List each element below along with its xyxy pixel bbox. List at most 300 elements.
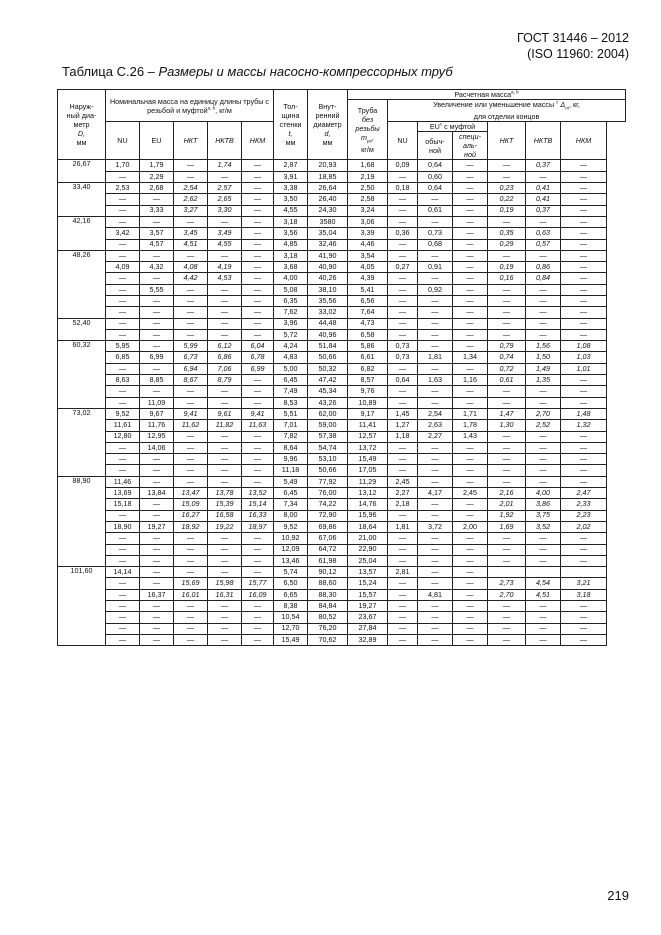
table-cell: — [488, 284, 526, 295]
table-cell: — [388, 307, 418, 318]
table-row [58, 442, 626, 453]
table-cell: — [453, 250, 488, 261]
table-cell: — [174, 250, 208, 261]
table-cell: — [174, 555, 208, 566]
table-cell: — [174, 296, 208, 307]
table-cell: — [418, 329, 453, 340]
table-cell: 3,57 [140, 228, 174, 239]
table-cell: 5,51 [274, 408, 308, 419]
table-cell: 4,85 [274, 239, 308, 250]
table-cell: 2,33 [561, 499, 607, 510]
table-cell: — [242, 375, 274, 386]
table-cell: — [453, 578, 488, 589]
table-cell: 16,37 [140, 589, 174, 600]
table-cell: 3,18 [274, 250, 308, 261]
table-cell: 1,18 [388, 431, 418, 442]
table-cell: — [140, 454, 174, 465]
header-text: специ- [458, 132, 482, 142]
table-cell: — [140, 273, 174, 284]
table-cell: 70,62 [308, 634, 348, 645]
table-cell: — [526, 601, 561, 612]
table-cell: 6,86 [208, 352, 242, 363]
table-cell: 2,02 [561, 521, 607, 532]
table-cell: — [140, 296, 174, 307]
footnote-ref: c [439, 122, 443, 128]
table-cell: — [106, 307, 140, 318]
table-cell: 5,74 [274, 567, 308, 578]
table-cell: 3,21 [561, 578, 607, 589]
table-cell: — [208, 465, 242, 476]
header-subscript: m [565, 105, 569, 111]
header-wall-thickness [274, 90, 308, 160]
table-cell: 4,83 [274, 352, 308, 363]
table-cell: — [561, 183, 607, 194]
table-cell: 0,86 [526, 262, 561, 273]
table-cell: — [208, 567, 242, 578]
table-cell: 6,50 [274, 578, 308, 589]
table-cell: 1,79 [140, 160, 174, 171]
table-cell: — [388, 601, 418, 612]
table-cell: — [106, 171, 140, 182]
table-cell: 0,92 [418, 284, 453, 295]
table-cell: 1,63 [418, 375, 453, 386]
table-cell: — [418, 634, 453, 645]
table-row [58, 623, 626, 634]
header-nu: NU [106, 122, 140, 160]
table-cell: — [140, 341, 174, 352]
table-cell: — [174, 397, 208, 408]
table-cell: — [242, 228, 274, 239]
table-cell: — [526, 386, 561, 397]
table-cell: — [140, 307, 174, 318]
table-cell: 5,49 [274, 476, 308, 487]
table-cell: — [388, 171, 418, 182]
table-cell: 62,00 [308, 408, 348, 419]
table-row [58, 307, 626, 318]
table-cell: 8,67 [174, 375, 208, 386]
table-cell: 3,54 [348, 250, 388, 261]
table-cell: — [526, 555, 561, 566]
table-cell: 0,73 [388, 341, 418, 352]
table-cell: 3,45 [174, 228, 208, 239]
table-cell: 13,57 [348, 567, 388, 578]
table-cell: — [174, 623, 208, 634]
table-cell: 2,52 [526, 420, 561, 431]
table-cell: — [242, 476, 274, 487]
table-row [58, 555, 626, 566]
table-cell: 3,56 [274, 228, 308, 239]
table-cell: — [453, 499, 488, 510]
table-cell: — [242, 160, 274, 171]
table-cell: — [453, 612, 488, 623]
table-cell: 6,78 [242, 352, 274, 363]
table-cell: — [418, 341, 453, 352]
table-cell: 0,79 [488, 341, 526, 352]
table-cell: — [106, 216, 140, 227]
table-row [58, 431, 626, 442]
table-cell: — [453, 194, 488, 205]
table-cell: — [488, 555, 526, 566]
table-cell: 3580 [308, 216, 348, 227]
table-cell: 0,61 [488, 375, 526, 386]
table-cell: 88,60 [308, 578, 348, 589]
table-cell: 0,09 [388, 160, 418, 171]
table-cell: — [453, 555, 488, 566]
outer-diameter-cell: 88,90 [58, 476, 106, 566]
table-cell: 6,04 [242, 341, 274, 352]
table-cell: 4,81 [418, 589, 453, 600]
table-cell: 18,97 [242, 521, 274, 532]
header-text: стенки [279, 120, 302, 130]
table-cell: — [453, 228, 488, 239]
table-cell: — [140, 623, 174, 634]
header-text: Внут- [318, 102, 337, 112]
table-cell: 0,60 [418, 171, 453, 182]
table-cell: 2,53 [106, 183, 140, 194]
table-cell: — [418, 601, 453, 612]
table-cell: — [453, 533, 488, 544]
table-cell: — [388, 205, 418, 216]
table-cell: — [561, 612, 607, 623]
table-cell: 76,20 [308, 623, 348, 634]
outer-diameter-cell: 42,16 [58, 216, 106, 250]
table-row [58, 284, 626, 295]
table-cell: — [488, 216, 526, 227]
caption-prefix: Таблица С.26 – [62, 64, 159, 79]
table-cell: — [242, 318, 274, 329]
table-row [58, 420, 626, 431]
table-cell: — [488, 160, 526, 171]
table-cell: — [242, 442, 274, 453]
table-cell: 7,64 [348, 307, 388, 318]
table-cell: 54,74 [308, 442, 348, 453]
header-ordinary [418, 132, 453, 160]
table-cell: 9,41 [242, 408, 274, 419]
table-cell: 4,05 [348, 262, 388, 273]
table-cell: 0,41 [526, 183, 561, 194]
table-cell: — [418, 555, 453, 566]
table-cell: 13,84 [140, 488, 174, 499]
table-cell: 6,94 [174, 363, 208, 374]
table-cell: 4,00 [274, 273, 308, 284]
table-cell: 4,73 [348, 318, 388, 329]
table-cell: 4,24 [274, 341, 308, 352]
header-outer-diameter [58, 90, 106, 160]
table-cell: — [388, 194, 418, 205]
table-cell: 25,04 [348, 555, 388, 566]
table-cell: — [140, 386, 174, 397]
table-cell: 8,64 [274, 442, 308, 453]
iso-reference: (ISO 11960: 2004) [527, 47, 629, 61]
table-cell: — [106, 284, 140, 295]
table-cell: 19,27 [348, 601, 388, 612]
table-cell: 1,30 [488, 420, 526, 431]
table-cell: 4,32 [140, 262, 174, 273]
table-cell: — [106, 555, 140, 566]
table-cell: 4,17 [418, 488, 453, 499]
table-cell: 15,39 [208, 499, 242, 510]
table-cell: — [388, 454, 418, 465]
table-cell: — [418, 612, 453, 623]
table-cell: — [488, 171, 526, 182]
table-cell: — [418, 250, 453, 261]
table-cell: 67,06 [308, 533, 348, 544]
table-row [58, 262, 626, 273]
table-cell: 0,61 [418, 205, 453, 216]
table-cell: 11,62 [174, 420, 208, 431]
header-text: EU [429, 122, 440, 132]
table-cell: 80,52 [308, 612, 348, 623]
table-cell: — [174, 386, 208, 397]
header-text: ренний [315, 111, 340, 121]
table-cell: — [208, 476, 242, 487]
table-cell: — [140, 544, 174, 555]
table-row [58, 510, 626, 521]
table-cell: 7,01 [274, 420, 308, 431]
table-cell: — [140, 533, 174, 544]
table-cell: — [561, 476, 607, 487]
table-cell: 21,00 [348, 533, 388, 544]
table-cell: 1,03 [561, 352, 607, 363]
table-cell: 4,55 [274, 205, 308, 216]
table-row [58, 329, 626, 340]
table-cell: — [106, 397, 140, 408]
table-cell: — [242, 555, 274, 566]
table-cell: 74,22 [308, 499, 348, 510]
table-cell: — [242, 397, 274, 408]
table-cell: 13,47 [174, 488, 208, 499]
table-cell: — [242, 183, 274, 194]
table-cell: — [242, 262, 274, 273]
table-cell: 3,52 [526, 521, 561, 532]
table-cell: 6,35 [274, 296, 308, 307]
table-cell: 14,14 [106, 567, 140, 578]
table-cell: — [561, 194, 607, 205]
table-cell: 1,81 [418, 352, 453, 363]
table-cell: 2,54 [418, 408, 453, 419]
table-cell: 3,75 [526, 510, 561, 521]
table-cell: 16,09 [242, 589, 274, 600]
table-row [58, 228, 626, 239]
table-cell: 4,57 [140, 239, 174, 250]
table-cell: 6,61 [348, 352, 388, 363]
header-increase-decrease [388, 100, 626, 122]
header-text: , кг, [568, 100, 580, 109]
table-cell: 0,41 [526, 194, 561, 205]
table-cell: 10,89 [348, 397, 388, 408]
table-cell: 1,27 [388, 420, 418, 431]
table-cell: 7,82 [274, 431, 308, 442]
header-text: Номинальная масса на единицу длины трубы с резьбой и муфтой [109, 96, 270, 115]
table-row [58, 352, 626, 363]
table-cell: 19,27 [140, 521, 174, 532]
table-cell: 6,45 [274, 375, 308, 386]
table-cell: — [488, 397, 526, 408]
header-plain-pipe: Труба без резьбы $m_{pe}$, кг/м [348, 100, 388, 160]
table-cell: — [242, 216, 274, 227]
table-cell: — [208, 612, 242, 623]
table-cell: — [526, 465, 561, 476]
table-cell: — [418, 386, 453, 397]
table-cell: 5,72 [274, 329, 308, 340]
table-cell: 8,00 [274, 510, 308, 521]
table-cell: 15,14 [242, 499, 274, 510]
table-cell: 24,30 [308, 205, 348, 216]
table-cell: — [453, 205, 488, 216]
table-cell: 14,06 [140, 442, 174, 453]
table-cell: — [453, 476, 488, 487]
table-cell: — [453, 262, 488, 273]
table-cell: 2,19 [348, 171, 388, 182]
table-cell: — [561, 171, 607, 182]
table-cell: — [242, 601, 274, 612]
table-cell: 0,29 [488, 239, 526, 250]
table-cell: 0,74 [488, 352, 526, 363]
table-cell: 5,41 [348, 284, 388, 295]
table-cell: 51,84 [308, 341, 348, 352]
table-cell: 4,51 [174, 239, 208, 250]
header-text: резьбы [355, 123, 380, 133]
table-cell: 26,40 [308, 194, 348, 205]
table-row [58, 239, 626, 250]
table-cell: — [388, 397, 418, 408]
table-cell: 0,68 [418, 239, 453, 250]
table-cell: — [561, 555, 607, 566]
table-cell: 84,84 [308, 601, 348, 612]
table-cell: 0,73 [388, 352, 418, 363]
page-number: 219 [607, 888, 629, 903]
table-cell: 0,64 [388, 375, 418, 386]
table-cell: — [561, 386, 607, 397]
table-cell: 15,24 [348, 578, 388, 589]
table-row [58, 363, 626, 374]
table-cell: — [526, 476, 561, 487]
header-text: Наруж- [69, 102, 94, 112]
table-cell: — [488, 386, 526, 397]
table-cell: — [106, 533, 140, 544]
table-cell: — [453, 273, 488, 284]
table-cell: 1,71 [453, 408, 488, 419]
table-cell: — [453, 634, 488, 645]
header-nkm: НКМ [242, 122, 274, 160]
table-cell: — [208, 634, 242, 645]
table-cell: — [488, 544, 526, 555]
table-cell: — [174, 533, 208, 544]
header-text: Тол- [283, 102, 298, 112]
table-cell: — [106, 465, 140, 476]
table-cell: 1,92 [488, 510, 526, 521]
table-cell: 0,57 [526, 239, 561, 250]
table-cell: 13,52 [242, 488, 274, 499]
table-cell: 11,29 [348, 476, 388, 487]
table-cell: 3,24 [348, 205, 388, 216]
table-cell: 12,95 [140, 431, 174, 442]
table-cell: 11,46 [106, 476, 140, 487]
table-cell: 43,26 [308, 397, 348, 408]
table-cell: 18,64 [348, 521, 388, 532]
table-cell: — [418, 623, 453, 634]
table-cell: — [561, 544, 607, 555]
table-cell: 27,84 [348, 623, 388, 634]
table-cell: — [242, 623, 274, 634]
table-cell: — [208, 397, 242, 408]
table-cell: — [140, 465, 174, 476]
table-cell: 50,66 [308, 465, 348, 476]
table-cell: — [418, 567, 453, 578]
table-cell: 9,61 [208, 408, 242, 419]
table-cell: 15,98 [208, 578, 242, 589]
table-cell: 2,62 [174, 194, 208, 205]
table-cell: 1,56 [526, 341, 561, 352]
table-row [58, 567, 626, 578]
table-cell: 61,98 [308, 555, 348, 566]
table-cell: — [488, 454, 526, 465]
table-cell: — [388, 634, 418, 645]
header-text: мм [322, 138, 333, 148]
table-cell: — [561, 273, 607, 284]
table-cell: — [418, 442, 453, 453]
table-cell: — [526, 171, 561, 182]
table-cell: 8,38 [274, 601, 308, 612]
header-text: диаметр [313, 120, 342, 130]
header-text: метр [73, 120, 90, 130]
table-cell: — [418, 318, 453, 329]
table-cell: — [488, 431, 526, 442]
table-cell: — [208, 454, 242, 465]
table-cell: 47,42 [308, 375, 348, 386]
table-cell: 16,01 [174, 589, 208, 600]
table-cell: 0,37 [526, 205, 561, 216]
table-cell: — [561, 318, 607, 329]
header-text: , кг/м [215, 105, 232, 115]
table-cell [526, 567, 561, 578]
table-cell: 1,70 [106, 160, 140, 171]
header-nkt: НКТ [174, 122, 208, 160]
outer-diameter-cell: 73,02 [58, 408, 106, 476]
table-cell: — [453, 296, 488, 307]
header-text: без [361, 114, 374, 124]
table-cell: 26,64 [308, 183, 348, 194]
table-cell: 0,23 [488, 183, 526, 194]
table-cell: — [388, 216, 418, 227]
table-cell: 35,04 [308, 228, 348, 239]
table-cell: — [453, 160, 488, 171]
table-row [58, 341, 626, 352]
table-cell: — [242, 634, 274, 645]
table-row [58, 612, 626, 623]
table-cell: — [208, 318, 242, 329]
table-cell: — [488, 442, 526, 453]
table-cell: — [174, 160, 208, 171]
table-cell: — [140, 555, 174, 566]
table-cell: — [488, 296, 526, 307]
table-cell: — [388, 442, 418, 453]
table-cell: 1,47 [488, 408, 526, 419]
table-cell: 5,08 [274, 284, 308, 295]
table-cell: — [242, 284, 274, 295]
table-cell: 3,38 [274, 183, 308, 194]
table-cell: — [418, 216, 453, 227]
table-body [58, 160, 626, 646]
outer-diameter-cell: 48,26 [58, 250, 106, 318]
table-cell: — [488, 329, 526, 340]
table-cell: — [208, 431, 242, 442]
header-inc-nkm: НКМ [561, 122, 607, 160]
table-cell: — [561, 329, 607, 340]
table-cell: 15,18 [106, 499, 140, 510]
table-cell: 7,06 [208, 363, 242, 374]
table-cell: 9,17 [348, 408, 388, 419]
